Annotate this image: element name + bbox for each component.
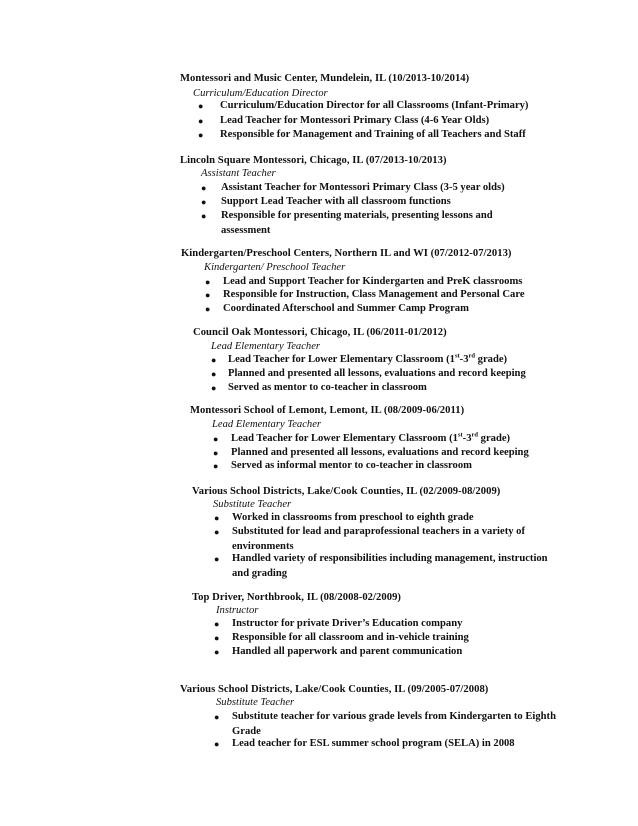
bullet-item: ● Lead teacher for ESL summer school program (SELA) in 2008: [214, 737, 566, 752]
bullet-text: Responsible for Management and Training of all Teachers and Staff: [220, 129, 526, 140]
bullet-text: Support Lead Teacher with all classroom functions: [221, 196, 451, 207]
bullet-text: Handled variety of responsibilities including management, instruction and grading: [232, 553, 548, 579]
job-role: Lead Elementary Teacher: [211, 341, 321, 352]
bullet-item: ● Lead Teacher for Montessori Primary Class (4-6 Year Olds): [198, 114, 578, 129]
bullet-text: Coordinated Afterschool and Summer Camp Program: [223, 303, 469, 314]
bullet-text: Planned and presented all lessons, evaluations and record keeping: [228, 368, 526, 379]
bullet-text: Responsible for Instruction, Class Management and Personal Care: [223, 289, 525, 300]
bullet-item: ● Assistant Teacher for Montessori Primary Class (3-5 year olds): [201, 181, 561, 196]
bullet-item: ● Responsible for all classroom and in-vehicle training: [214, 631, 574, 646]
bullet-text: Lead teacher for ESL summer school program (SELA) in 2008: [232, 738, 515, 749]
bullet-item: ● Substitute teacher for various grade levels from Kindergarten to Eighth Grade: [214, 710, 566, 739]
bullet-text: Substituted for lead and paraprofessional teachers in a variety of environments: [232, 526, 525, 552]
bullet-item: ● Served as mentor to co-teacher in classroom: [211, 381, 581, 396]
bullet-item: ● Instructor for private Driver’s Education company: [214, 617, 574, 632]
bullet-item: ● Lead and Support Teacher for Kindergarten and PreK classrooms: [205, 275, 575, 290]
bullet-item: ● Lead Teacher for Lower Elementary Classroom (1st-3rd grade): [211, 353, 581, 368]
bullet-text: Instructor for private Driver’s Education company: [232, 618, 463, 629]
bullet-text: Planned and presented all lessons, evaluations and record keeping: [231, 447, 529, 458]
bullet-text: Served as informal mentor to co-teacher in classroom: [231, 460, 472, 471]
job-header: Montessori School of Lemont, Lemont, IL (08/2009-06/2011): [190, 405, 465, 416]
bullet-item: ● Responsible for Instruction, Class Management and Personal Care: [205, 288, 575, 303]
bullet-item: ● Coordinated Afterschool and Summer Camp Program: [205, 302, 575, 317]
job-header: Top Driver, Northbrook, IL (08/2008-02/2009): [192, 592, 401, 603]
bullet-text: Responsible for all classroom and in-vehicle training: [232, 632, 469, 643]
bullet-text: Served as mentor to co-teacher in classroom: [228, 382, 427, 393]
job-header: Kindergarten/Preschool Centers, Northern IL and WI (07/2012-07/2013): [181, 248, 512, 259]
bullet-text: Assistant Teacher for Montessori Primary Class (3-5 year olds): [221, 182, 505, 193]
bullet-text: Lead and Support Teacher for Kindergarten and PreK classrooms: [223, 276, 523, 287]
job-role: Substitute Teacher: [213, 499, 292, 510]
bullet-item: ● Handled variety of responsibilities including management, instruction and grading: [214, 552, 566, 581]
bullet-item: ● Curriculum/Education Director for all Classrooms (Infant-Primary): [198, 99, 578, 114]
bullet-item: ● Responsible for Management and Training of all Teachers and Staff: [198, 128, 578, 143]
job-role: Kindergarten/ Preschool Teacher: [204, 262, 346, 273]
bullet-item: ● Worked in classrooms from preschool to eighth grade: [214, 511, 566, 526]
bullet-text: Lead Teacher for Lower Elementary Classroom (1st-3rd grade): [228, 352, 508, 365]
bullet-item: ● Support Lead Teacher with all classroom functions: [201, 195, 561, 210]
job-header: Various School Districts, Lake/Cook Counties, IL (09/2005-07/2008): [180, 684, 489, 695]
bullet-text: Lead Teacher for Montessori Primary Class (4-6 Year Olds): [220, 115, 490, 126]
job-role: Curriculum/Education Director: [193, 88, 328, 99]
bullet-text: Worked in classrooms from preschool to eighth grade: [232, 512, 474, 523]
job-header: Various School Districts, Lake/Cook Counties, IL (02/2009-08/2009): [192, 486, 501, 497]
bullet-item: ● Planned and presented all lessons, evaluations and record keeping: [213, 446, 573, 461]
job-header: Council Oak Montessori, Chicago, IL (06/2011-01/2012): [193, 327, 447, 338]
bullet-item: ● Planned and presented all lessons, evaluations and record keeping: [211, 367, 581, 382]
bullet-item: ● Handled all paperwork and parent communication: [214, 645, 574, 660]
job-role: Substitute Teacher: [216, 697, 295, 708]
job-role: Instructor: [216, 605, 259, 616]
bullet-text: Lead Teacher for Lower Elementary Classroom (1st-3rd grade): [231, 431, 511, 444]
bullet-item: ● Served as informal mentor to co-teacher in classroom: [213, 459, 573, 474]
bullet-item: ● Substituted for lead and paraprofessional teachers in a variety of environments: [214, 525, 566, 554]
job-header: Montessori and Music Center, Mundelein, IL (10/2013-10/2014): [180, 73, 470, 84]
bullet-text: Responsible for presenting materials, presenting lessons and assessment: [221, 210, 493, 236]
bullet-text: Handled all paperwork and parent communication: [232, 646, 463, 657]
bullet-item: ● Lead Teacher for Lower Elementary Classroom (1st-3rd grade): [213, 432, 573, 447]
job-role: Assistant Teacher: [201, 168, 276, 179]
job-role: Lead Elementary Teacher: [212, 419, 322, 430]
bullet-item: ● Responsible for presenting materials, presenting lessons and assessment: [201, 209, 531, 238]
job-header: Lincoln Square Montessori, Chicago, IL (07/2013-10/2013): [180, 155, 447, 166]
bullet-text: Curriculum/Education Director for all Classrooms (Infant-Primary): [220, 100, 529, 111]
bullet-text: Substitute teacher for various grade levels from Kindergarten to Eighth Grade: [232, 711, 556, 737]
